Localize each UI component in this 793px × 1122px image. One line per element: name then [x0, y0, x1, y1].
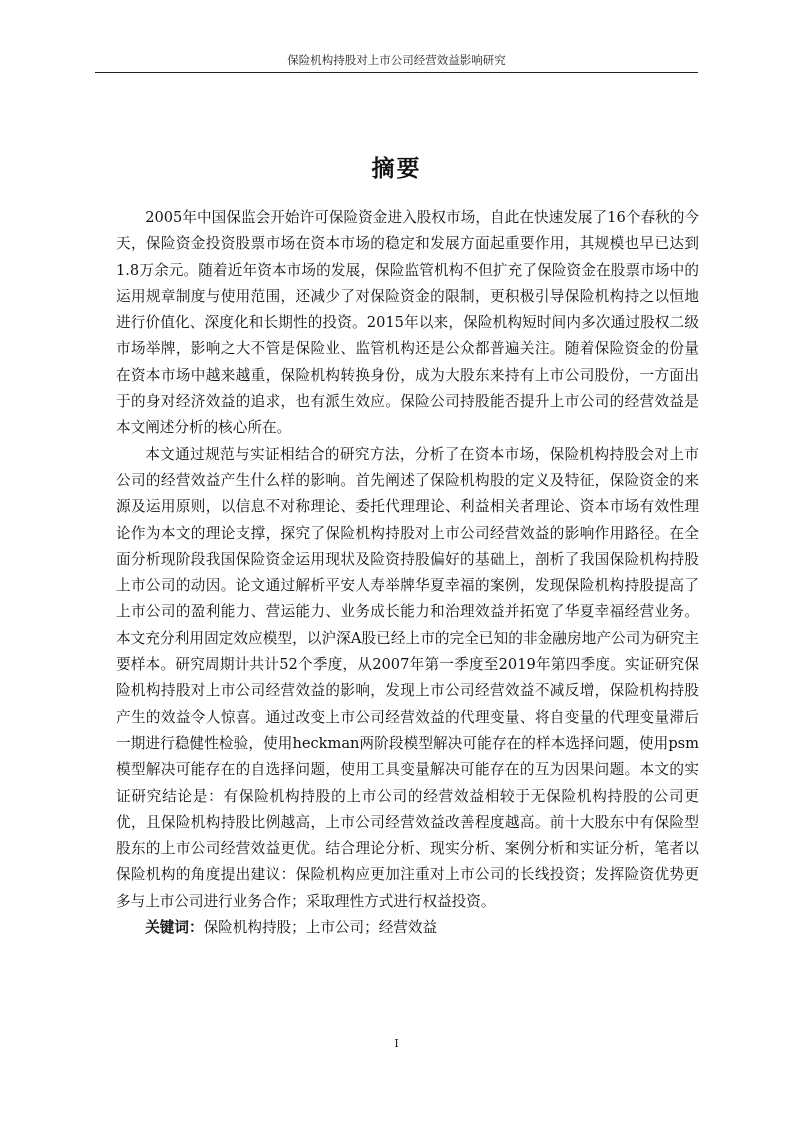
running-title: 保险机构持股对上市公司经营效益影响研究	[287, 53, 506, 67]
abstract-paragraph-1: 2005年中国保监会开始许可保险资金进入股权市场，自此在快速发展了16个春秋的今天，保险资金投资股票市场在资本市场的稳定和发展方面起重要作用，其规模也早已达到1.8万余元。随着近年资本市场的发展，保险监管机构不但扩充了保险资金在股票市场中的运用规章制度与使用范围，还减少了对保险资金的限制，更积极引导保险机构持之以恒地进行价值化、深度化和长期性的投资。2015年以来，保险机构短时间内多次通过股权二级市场举牌，影响之大不管是保险业、监管机构还是公众都普遍关注。随着保险资金的份量在资本市场中越来越重，保险机构转换身份，成为大股东来持有上市公司股份，一方面出于的身对经济效益的追求，也有派生效应。保险公司持股能否提升上市公司的经营效益是本文阐述分析的核心所在。	[116, 209, 699, 437]
keywords-label: 关键词：	[145, 919, 204, 937]
abstract-paragraph-2: 本文通过规范与实证相结合的研究方法，分析了在资本市场，保险机构持股会对上市公司的经营效益产生什么样的影响。首先阐述了保险机构股的定义及特征，保险资金的来源及运用原则，以信息不对称理论、委托代理理论、利益相关者理论、资本市场有效性理论作为本文的理论支撑，探究了保险机构持股对上市公司经营效益的影响作用路径。在全面分析现阶段我国保险资金运用现状及险资持股偏好的基础上，剖析了我国保险机构持股上市公司的动因。论文通过解析平安人寿举牌华夏幸福的案例，发现保险机构持股提高了上市公司的盈利能力、营运能力、业务成长能力和治理效益并拓宽了华夏幸福经营业务。本文充分利用固定效应模型，以沪深A股已经上市的完全已知的非金融房地产公司为研究主要样本。研究周期计共计52个季度，从2007年第一季度至2019年第四季度。实证研究保险机构持股对上市公司经营效益的影响，发现上市公司经营效益不减反增，保险机构持股产生的效益令人惊喜。通过改变上市公司经营效益的代理变量、将自变量的代理变量滞后一期进行稳健性检验，使用heckman两阶段模型解决可能存在的样本选择问题，使用psm模型解决可能存在的自选择问题，使用工具变量解决可能存在的互为因果问题。本文的实证研究结论是：有保险机构持股的上市公司的经营效益相较于无保险机构持股的公司更优，且保险机构持股比例越高，上市公司经营效益改善程度越高。前十大股东中有保险型股东的上市公司经营效益更优。结合理论分析、现实分析、案例分析和实证分析，笔者以保险机构的角度提出建议：保险机构应更加注重对上市公司的长线投资；发挥险资优势更多与上市公司进行业务合作；采取理性方式进行权益投资。	[116, 445, 699, 910]
page-title: 摘要	[371, 156, 422, 182]
running-header	[95, 52, 698, 73]
keywords-value: 保险机构持股；上市公司；经营效益	[203, 919, 438, 937]
page-number: I	[394, 1037, 399, 1050]
abstract-body	[116, 205, 699, 941]
keywords-line	[116, 915, 699, 941]
